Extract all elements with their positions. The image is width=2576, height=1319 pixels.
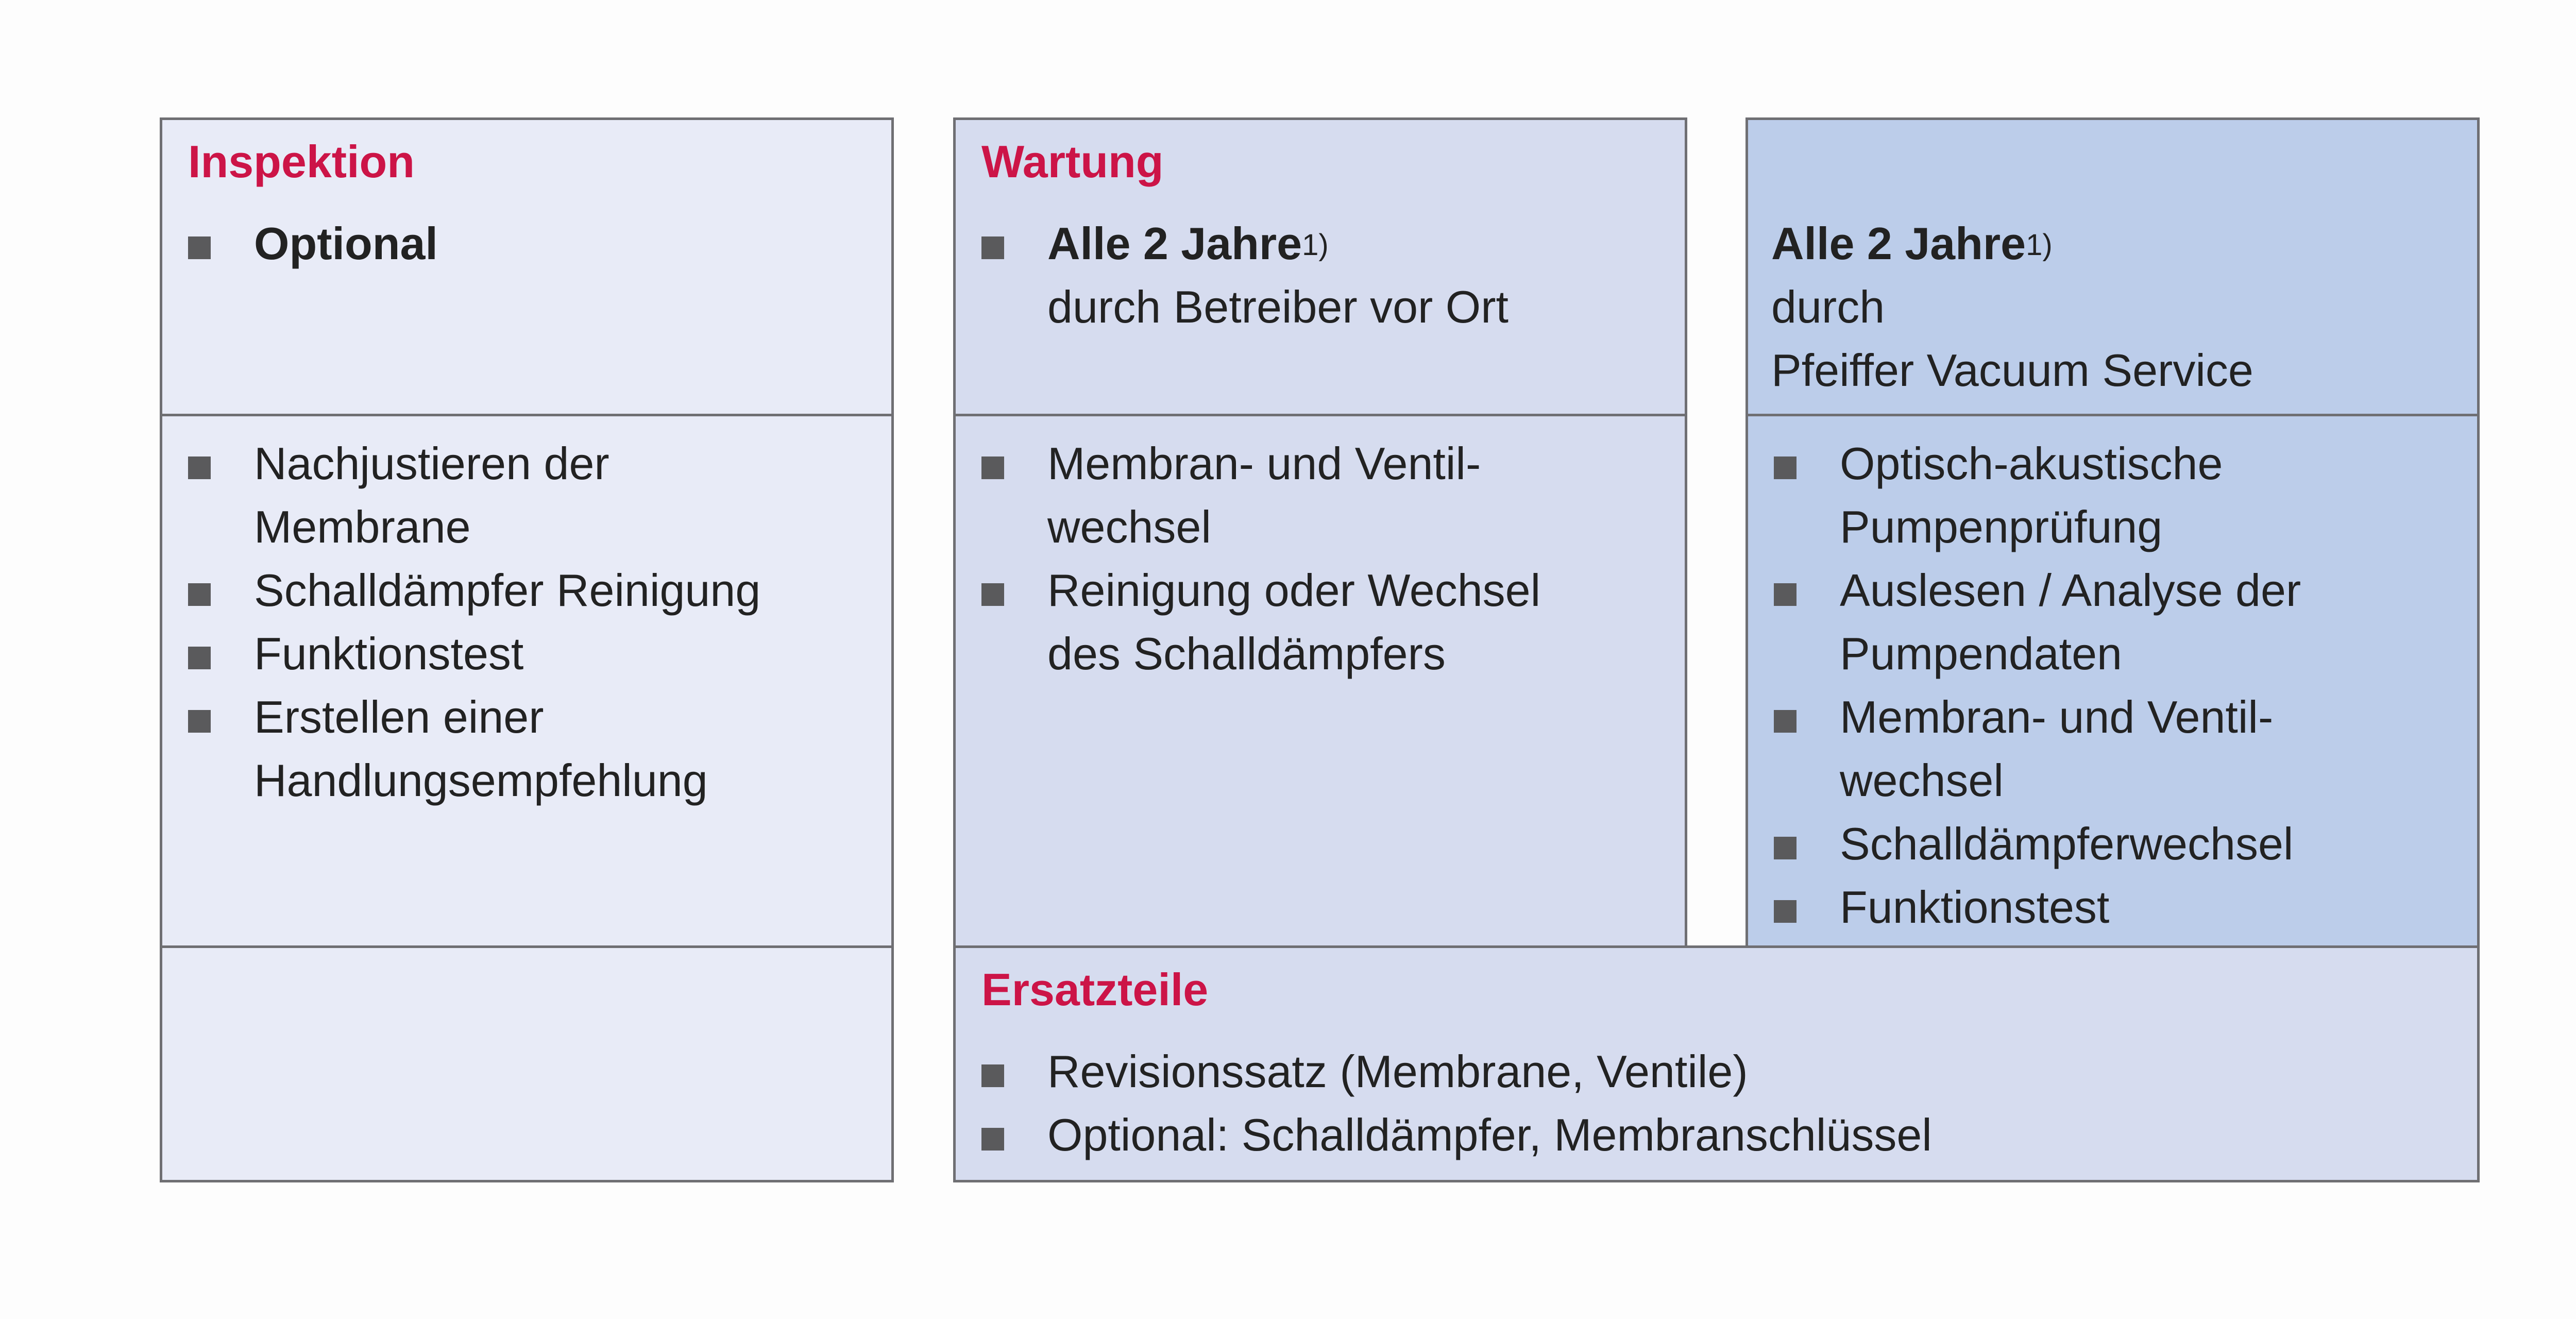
service-frequency-detail-2: Pfeiffer Vacuum Service (1771, 345, 2253, 396)
list-item: Reinigung oder Wechsel des Schalldämpfers (981, 559, 1540, 685)
footnote-marker: 1) (1302, 228, 1329, 262)
inspektion-frequency: Optional (188, 212, 438, 275)
ersatzteile-list (981, 1040, 1932, 1166)
wartung-title: Wartung (981, 136, 1164, 187)
list-item: Schalldämpferwechsel (1774, 812, 2301, 875)
ersatzteile-cell (953, 945, 2480, 1182)
list-item: Auslesen / Analyse der Pumpendaten (1774, 559, 2301, 685)
service-tasks-cell (1745, 414, 2480, 948)
service-task-list (1774, 432, 2301, 939)
list-item: Funktionstest (1774, 875, 2301, 939)
wartung-frequency-detail: durch Betreiber vor Ort (1047, 281, 1509, 332)
list-item: Optisch-akustische Pumpenprüfung (1774, 432, 2301, 559)
list-item: Membran- und Ventil- wechsel (981, 432, 1540, 559)
service-frequency-value: Alle 2 Jahre (1771, 218, 2026, 269)
service-frequency-block (1771, 212, 2253, 402)
footnote-marker: 1) (2026, 228, 2053, 262)
wartung-frequency (981, 212, 1509, 339)
ersatzteile-title: Ersatzteile (981, 964, 1209, 1015)
list-item: Schalldämpfer Reinigung (188, 559, 760, 622)
wartung-top-cell (953, 117, 1687, 416)
service-frequency-detail-1: durch (1771, 281, 1885, 332)
wartung-frequency-value: Alle 2 Jahre (1047, 218, 1302, 269)
list-item: Funktionstest (188, 622, 760, 685)
list-item: Optional: Schalldämpfer, Membranschlüssel (981, 1103, 1932, 1166)
inspektion-frequency-list (188, 212, 438, 275)
list-item: Revisionssatz (Membrane, Ventile) (981, 1040, 1932, 1103)
list-item: Erstellen einer Handlungsempfehlung (188, 685, 760, 812)
wartung-frequency-list (981, 212, 1509, 339)
inspektion-top-cell (160, 117, 894, 416)
inspektion-task-list (188, 432, 760, 812)
inspektion-tasks-cell (160, 414, 894, 948)
list-item: Nachjustieren der Membrane (188, 432, 760, 559)
list-item: Membran- und Ventil- wechsel (1774, 685, 2301, 812)
inspektion-bottom-cell (160, 945, 894, 1182)
wartung-tasks-cell (953, 414, 1687, 948)
inspektion-title: Inspektion (188, 136, 415, 187)
wartung-task-list (981, 432, 1540, 685)
service-top-cell (1745, 117, 2480, 416)
